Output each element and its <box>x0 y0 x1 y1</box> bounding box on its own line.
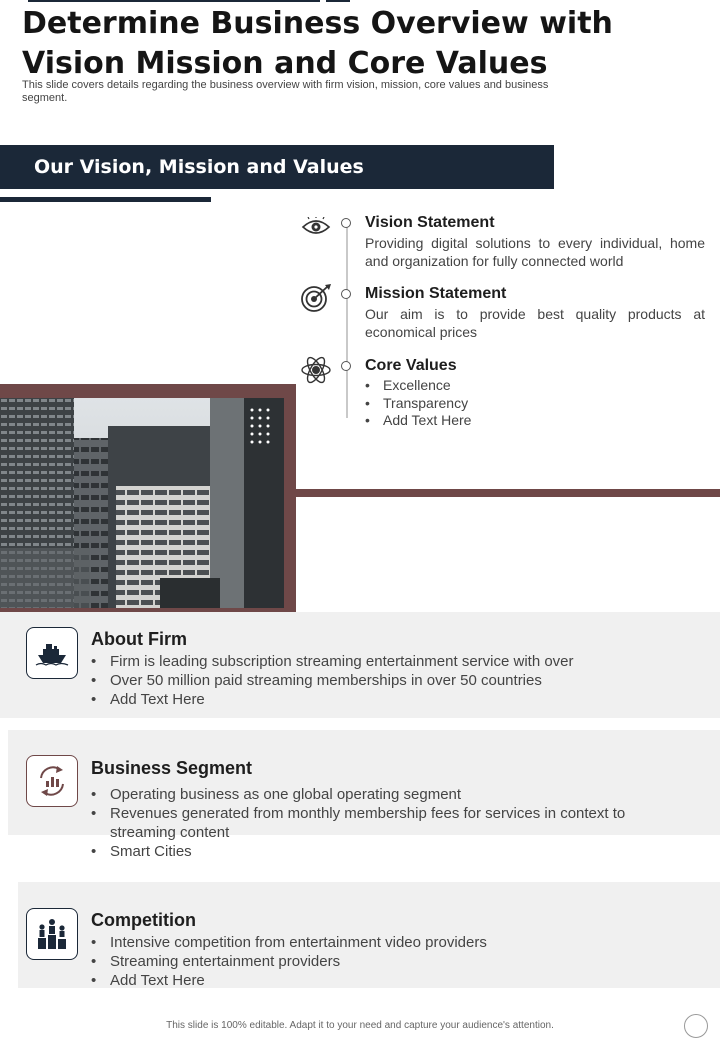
business-segment-card <box>8 730 720 860</box>
list-item: • Over 50 million paid streaming memberships in over 50 countries <box>91 671 691 690</box>
page-marker-circle <box>684 1014 708 1038</box>
list-item: • Intensive competition from entertainment video providers <box>91 933 691 952</box>
atom-icon <box>296 353 336 387</box>
top-rule-short <box>326 0 350 2</box>
list-item: • Transparency <box>365 395 705 413</box>
eye-icon <box>296 210 336 244</box>
list-item: • Add Text Here <box>91 971 691 990</box>
competition-heading: Competition <box>91 910 196 930</box>
buildings-photo <box>0 398 284 608</box>
list-item: • Add Text Here <box>91 690 691 709</box>
timeline-line <box>346 220 348 418</box>
timeline-dot <box>341 289 351 299</box>
vision-heading: Vision Statement <box>365 214 495 231</box>
about-firm-heading: About Firm <box>91 629 187 649</box>
competition-list <box>91 933 691 990</box>
business-segment-heading: Business Segment <box>91 758 253 778</box>
core-values-list <box>365 377 705 430</box>
list-item: • Operating business as one global operating segment <box>91 785 681 804</box>
mission-text: Our aim is to provide best quality products at economical prices <box>365 306 705 340</box>
page-subtitle: This slide covers details regarding the business overview with firm vision, mission, core values and business segment. <box>22 79 549 104</box>
page-title: Determine Business Overview with Vision Mission and Core Values <box>22 6 613 81</box>
list-item: • Excellence <box>365 377 705 395</box>
about-firm-list <box>91 652 691 709</box>
mission-heading: Mission Statement <box>365 285 507 302</box>
top-rule <box>28 0 320 2</box>
list-item: • Add Text Here <box>365 412 705 430</box>
cycle-chart-icon <box>26 755 78 807</box>
accent-stripe <box>296 489 720 497</box>
about-firm-card <box>0 612 720 718</box>
vision-text: Providing digital solutions to every individual, home and organization for fully connected world <box>365 235 705 269</box>
competition-card <box>18 882 720 988</box>
section-banner <box>0 145 554 189</box>
business-segment-list <box>91 785 681 861</box>
list-item: • Firm is leading subscription streaming entertainment service with over <box>91 652 691 671</box>
timeline-dot <box>341 218 351 228</box>
target-icon <box>296 281 336 315</box>
ship-icon <box>26 627 78 679</box>
timeline-dot <box>341 361 351 371</box>
list-item: • Streaming entertainment providers <box>91 952 691 971</box>
list-item: • Revenues generated from monthly membership fees for services in context to streaming content <box>91 804 681 842</box>
section-banner-label: Our Vision, Mission and Values <box>34 156 364 178</box>
footer-note: This slide is 100% editable. Adapt it to your need and capture your audience's attention. <box>166 1020 554 1031</box>
core-values-heading: Core Values <box>365 357 457 374</box>
podium-icon <box>26 908 78 960</box>
list-item: • Smart Cities <box>91 842 681 861</box>
banner-underline <box>0 197 211 202</box>
